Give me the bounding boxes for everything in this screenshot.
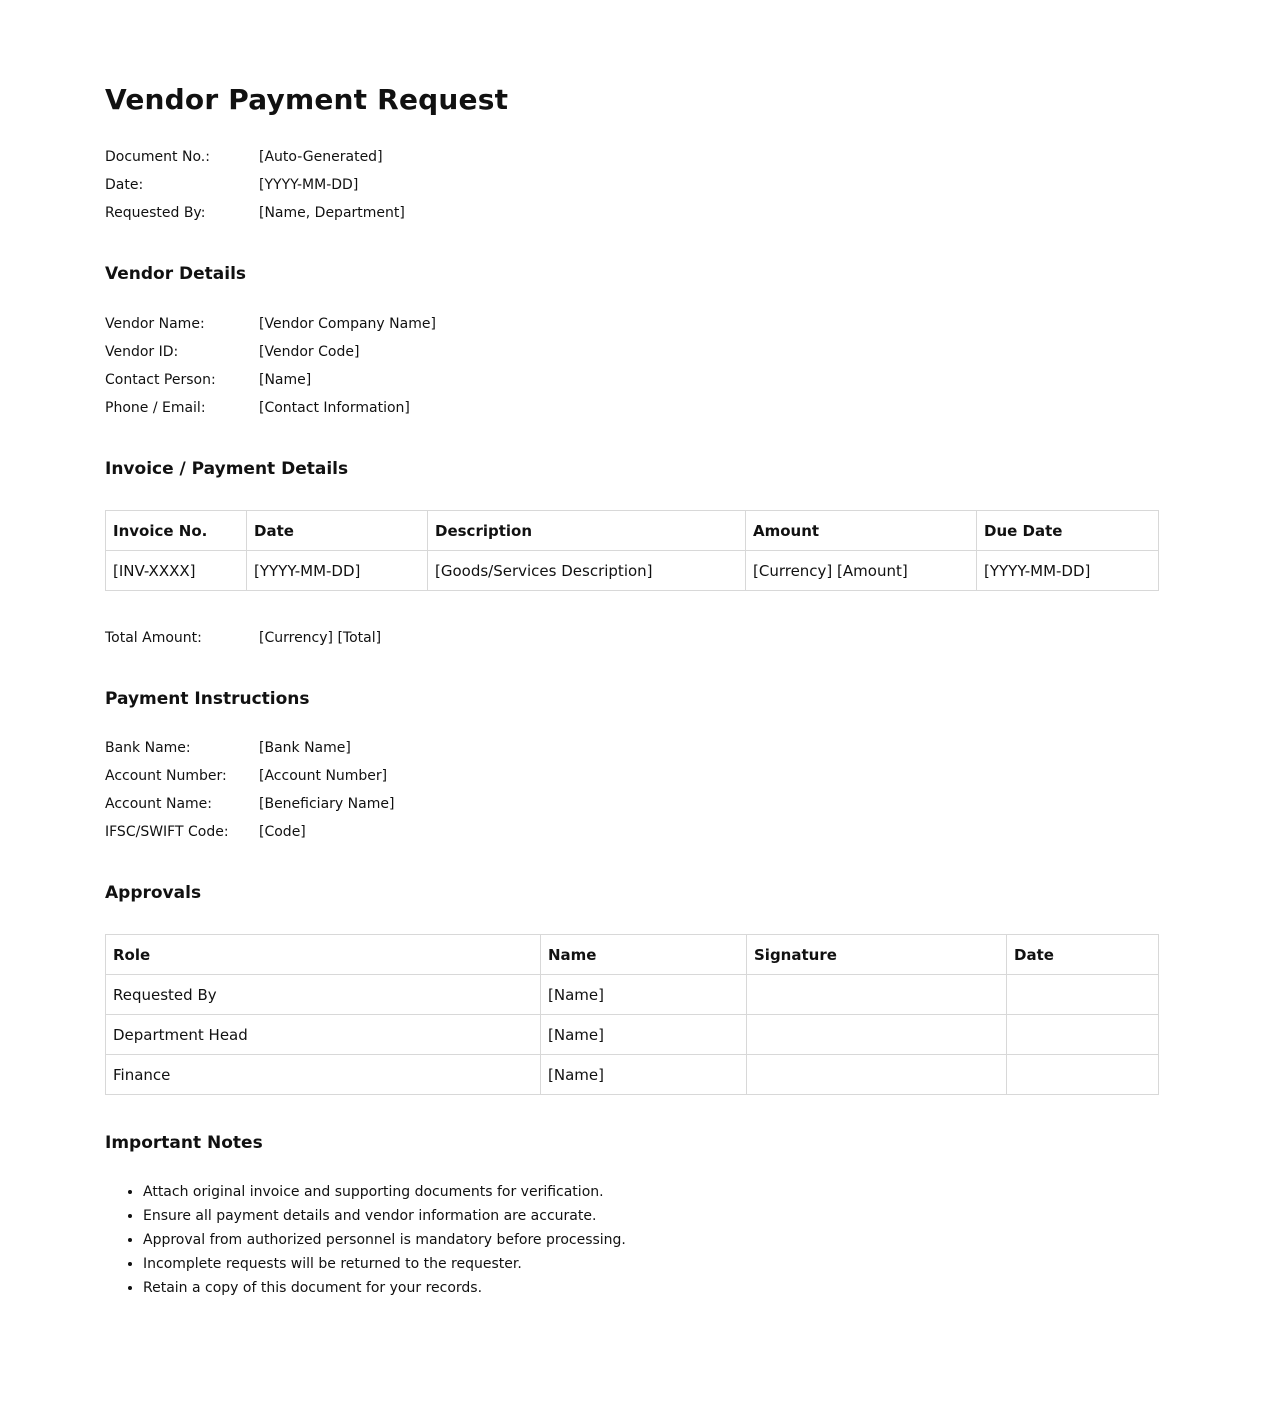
table-row bbox=[106, 1015, 1159, 1055]
field-label: Vendor ID: bbox=[105, 344, 179, 360]
field-value: [Name] bbox=[259, 372, 312, 388]
table-row bbox=[106, 551, 1159, 591]
cell-date bbox=[1007, 1055, 1159, 1095]
field-label: Bank Name: bbox=[105, 740, 191, 756]
approvals-table bbox=[105, 934, 1159, 1095]
header-fields bbox=[105, 143, 705, 227]
cell-signature bbox=[747, 1055, 1007, 1095]
list-item: • Attach original invoice and supporting documents for verification. bbox=[143, 1180, 626, 1204]
field-label: Document No.: bbox=[105, 149, 210, 165]
field-vendor-id bbox=[105, 338, 705, 366]
cell-date bbox=[1007, 975, 1159, 1015]
field-label: Date: bbox=[105, 177, 144, 193]
field-total-amount bbox=[105, 624, 705, 652]
field-value: [Vendor Code] bbox=[259, 344, 360, 360]
cell-role: Requested By bbox=[106, 975, 541, 1015]
cell-date bbox=[1007, 1015, 1159, 1055]
field-value: [Bank Name] bbox=[259, 740, 351, 756]
field-value: [YYYY-MM-DD] bbox=[259, 177, 359, 193]
cell-name: [Name] bbox=[541, 1055, 747, 1095]
field-value: [Beneficiary Name] bbox=[259, 796, 395, 812]
notes-list bbox=[105, 1180, 626, 1300]
field-account-name bbox=[105, 790, 705, 818]
document-title: Vendor Payment Request bbox=[105, 83, 509, 116]
column-header-invoice-no: Invoice No. bbox=[106, 511, 247, 551]
cell-signature bbox=[747, 975, 1007, 1015]
table-header-row bbox=[106, 511, 1159, 551]
list-item: • Incomplete requests will be returned to the requester. bbox=[143, 1252, 626, 1276]
field-label: Account Number: bbox=[105, 768, 227, 784]
field-value: [Account Number] bbox=[259, 768, 388, 784]
cell-date: [YYYY-MM-DD] bbox=[247, 551, 428, 591]
invoice-table bbox=[105, 510, 1159, 591]
cell-signature bbox=[747, 1015, 1007, 1055]
field-requested-by bbox=[105, 199, 705, 227]
list-item: • Approval from authorized personnel is mandatory before processing. bbox=[143, 1228, 626, 1252]
table-row bbox=[106, 975, 1159, 1015]
field-label: Total Amount: bbox=[105, 630, 202, 646]
cell-role: Department Head bbox=[106, 1015, 541, 1055]
cell-name: [Name] bbox=[541, 1015, 747, 1055]
column-header-due-date: Due Date bbox=[977, 511, 1159, 551]
table-row bbox=[106, 1055, 1159, 1095]
column-header-role: Role bbox=[106, 935, 541, 975]
field-label: Vendor Name: bbox=[105, 316, 205, 332]
cell-description: [Goods/Services Description] bbox=[428, 551, 746, 591]
vendor-fields bbox=[105, 310, 705, 422]
column-header-date: Date bbox=[247, 511, 428, 551]
column-header-description: Description bbox=[428, 511, 746, 551]
column-header-amount: Amount bbox=[746, 511, 977, 551]
cell-invoice-no: [INV-XXXX] bbox=[106, 551, 247, 591]
field-label: Requested By: bbox=[105, 205, 206, 221]
field-document-no bbox=[105, 143, 705, 171]
field-swift-code bbox=[105, 818, 705, 846]
field-value: [Vendor Company Name] bbox=[259, 316, 436, 332]
approvals-heading: Approvals bbox=[105, 883, 202, 903]
total-amount-field bbox=[105, 624, 705, 652]
field-account-number bbox=[105, 762, 705, 790]
field-contact-person bbox=[105, 366, 705, 394]
column-header-date: Date bbox=[1007, 935, 1159, 975]
field-value: [Contact Information] bbox=[259, 400, 410, 416]
table-header-row bbox=[106, 935, 1159, 975]
field-bank-name bbox=[105, 734, 705, 762]
vendor-details-heading: Vendor Details bbox=[105, 264, 247, 284]
field-phone-email bbox=[105, 394, 705, 422]
column-header-name: Name bbox=[541, 935, 747, 975]
important-notes-heading: Important Notes bbox=[105, 1133, 263, 1153]
field-label: IFSC/SWIFT Code: bbox=[105, 824, 229, 840]
field-label: Contact Person: bbox=[105, 372, 216, 388]
field-date bbox=[105, 171, 705, 199]
cell-amount: [Currency] [Amount] bbox=[746, 551, 977, 591]
payment-instructions-heading: Payment Instructions bbox=[105, 689, 310, 709]
field-value: [Currency] [Total] bbox=[259, 630, 382, 646]
field-value: [Name, Department] bbox=[259, 205, 405, 221]
field-value: [Auto-Generated] bbox=[259, 149, 383, 165]
field-label: Phone / Email: bbox=[105, 400, 206, 416]
cell-due-date: [YYYY-MM-DD] bbox=[977, 551, 1159, 591]
field-label: Account Name: bbox=[105, 796, 212, 812]
invoice-details-heading: Invoice / Payment Details bbox=[105, 459, 349, 479]
list-item: • Ensure all payment details and vendor information are accurate. bbox=[143, 1204, 626, 1228]
field-value: [Code] bbox=[259, 824, 306, 840]
cell-role: Finance bbox=[106, 1055, 541, 1095]
list-item: • Retain a copy of this document for your records. bbox=[143, 1276, 626, 1300]
cell-name: [Name] bbox=[541, 975, 747, 1015]
payment-fields bbox=[105, 734, 705, 846]
field-vendor-name bbox=[105, 310, 705, 338]
column-header-signature: Signature bbox=[747, 935, 1007, 975]
